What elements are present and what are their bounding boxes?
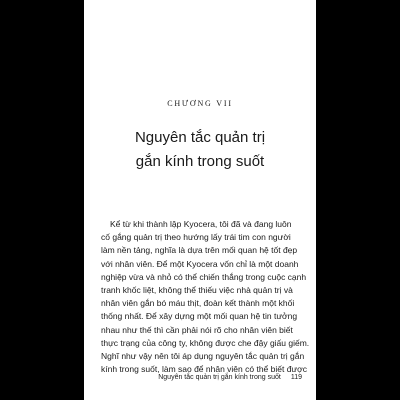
body-paragraph (101, 218, 310, 376)
book-page (84, 0, 316, 400)
chapter-label: CHƯƠNG VII (167, 99, 233, 108)
body-line: Nghĩ như vậy nên tôi áp dụng nguyên tắc quản trị gắn (101, 350, 305, 361)
body-line: Kể từ khi thành lập Kyocera, tôi đã và đang luôn (110, 219, 292, 229)
body-line: thống nhất. Để xây dựng một mối quan hệ tin tưởng (101, 311, 298, 322)
body-line: kính trong suốt, làm sao để nhân viên có thể biết được (101, 364, 307, 375)
body-line: nghiệp vừa và nhỏ có thể chiến thắng trong cuộc cạnh (101, 271, 307, 282)
body-line: làm nền tảng, nghĩa là dựa trên mối quan hệ tốt đẹp (101, 245, 298, 256)
body-line: cố gắng quản trị theo hướng lấy trái tim con người (101, 232, 291, 243)
body-line: nhân viên gắn bó máu thịt, đoàn kết thành một khối (101, 298, 295, 309)
chapter-title (84, 126, 316, 174)
running-title: Nguyên tắc quản trị gắn kính trong suốt (158, 374, 281, 381)
chapter-title-line: gắn kính trong suốt (135, 153, 265, 170)
body-line: thực trạng của công ty, không được che đậy giấu giếm. (101, 337, 310, 348)
chapter-title-line: Nguyên tắc quản trị (134, 129, 266, 146)
page-number: 119 (290, 374, 302, 381)
body-line: nhau như thế thì cần phải nói rõ cho nhân viên biết (101, 324, 293, 335)
body-line: tranh khốc liệt, không thể thiếu việc nhà quản trị và (101, 284, 293, 295)
body-line: với nhân viên. Để một Kyocera vốn chỉ là một doanh (101, 258, 299, 269)
page-footer (158, 374, 302, 381)
